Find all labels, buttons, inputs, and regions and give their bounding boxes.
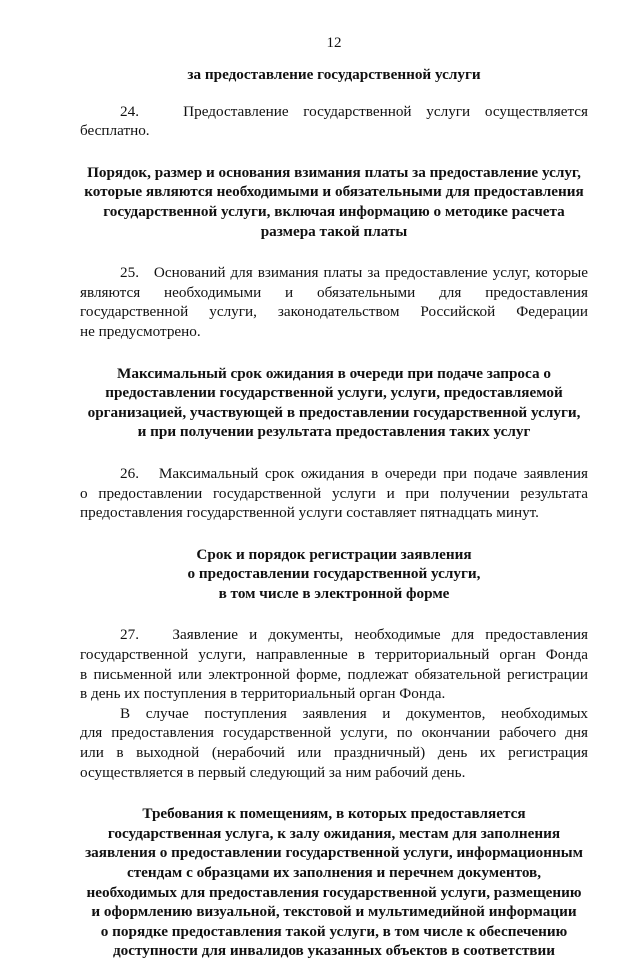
heading-line: организацией, участвующей в предоставлении государственной услуги,: [87, 403, 581, 421]
paragraph-27: [80, 625, 588, 703]
heading-payment-for-service: за предоставление государственной услуги: [187, 66, 481, 83]
paragraph-line: в день их поступления в территориальный орган Фонда.: [80, 685, 446, 703]
heading-line: Требования к помещениям, в которых предоставляется: [142, 805, 526, 823]
paragraph-26: [80, 464, 588, 523]
paragraph-line: 24. Предоставление государственной услуги осуществляется: [120, 102, 588, 120]
paragraph-line: являются необходимыми и обязательными для предоставления: [80, 283, 588, 301]
paragraph-line: или в выходной (нерабочий или праздничный) день их регистрация: [80, 744, 588, 762]
heading-line: Порядок, размер и основания взимания платы за предоставление услуг,: [87, 163, 581, 181]
heading-line: доступности для инвалидов указанных объектов в соответствии: [113, 942, 555, 960]
paragraph-line: 27. Заявление и документы, необходимые для предоставления: [120, 626, 588, 644]
paragraph-line: не предусмотрено.: [80, 322, 201, 340]
paragraph-line: для предоставления государственной услуги, по окончании рабочего дня: [80, 724, 588, 742]
paragraph-line: предоставления государственной услуги составляет пятнадцать минут.: [80, 504, 539, 522]
heading-line: необходимых для предоставления государственной услуги, размещению: [86, 883, 582, 901]
paragraph-line: 25. Оснований для взимания платы за предоставление услуг, которые: [120, 264, 588, 282]
heading-line: Максимальный срок ожидания в очереди при подаче запроса о: [117, 364, 551, 382]
heading-line: о предоставлении государственной услуги,: [187, 565, 481, 583]
heading-fee-procedure: [80, 163, 588, 241]
heading-premises-requirements: [80, 804, 588, 961]
paragraph-27-continued: [80, 704, 588, 782]
heading-line: заявления о предоставлении государственной услуги, информационным: [85, 844, 583, 862]
paragraph-line: осуществляется в первый следующий за ним рабочий день.: [80, 763, 466, 781]
heading-line: в том числе в электронной форме: [218, 584, 450, 602]
heading-line: которые являются необходимыми и обязательными для предоставления: [84, 183, 584, 201]
paragraph-line: о предоставлении государственной услуги и при получении результата: [80, 484, 588, 502]
heading-line: и при получении результата предоставления таких услуг: [137, 423, 531, 441]
paragraph-24: [80, 102, 588, 141]
heading-line: предоставлении государственной услуги, услуги, предоставляемой: [105, 384, 563, 402]
heading-max-wait-time: [80, 364, 588, 442]
page-number: 12: [326, 35, 342, 51]
heading-registration: [80, 545, 588, 604]
paragraph-line: бесплатно.: [80, 122, 150, 140]
heading-line: о порядке предоставления такой услуги, в том числе к обеспечению: [100, 922, 568, 940]
paragraph-25: [80, 263, 588, 341]
paragraph-line: государственной услуги, законодательством Российской Федерации: [80, 303, 588, 321]
heading-line: государственной услуги, включая информацию о методике расчета: [103, 202, 565, 220]
paragraph-line: В случае поступления заявления и документов, необходимых: [120, 704, 588, 722]
heading-line: стендам с образцами их заполнения и перечнем документов,: [126, 864, 542, 881]
heading-line: размера такой платы: [260, 222, 408, 240]
heading-line: и оформлению визуальной, текстовой и мультимедийной информации: [91, 903, 577, 921]
paragraph-line: в письменной или электронной форме, подлежат обязательной регистрации: [80, 665, 588, 683]
heading-line: Срок и порядок регистрации заявления: [196, 545, 472, 563]
paragraph-line: 26. Максимальный срок ожидания в очереди при подаче заявления: [120, 464, 588, 482]
paragraph-line: государственной услуги, направленные в территориальный орган Фонда: [80, 646, 588, 664]
heading-line: государственная услуга, к залу ожидания, местам для заполнения: [107, 824, 561, 842]
